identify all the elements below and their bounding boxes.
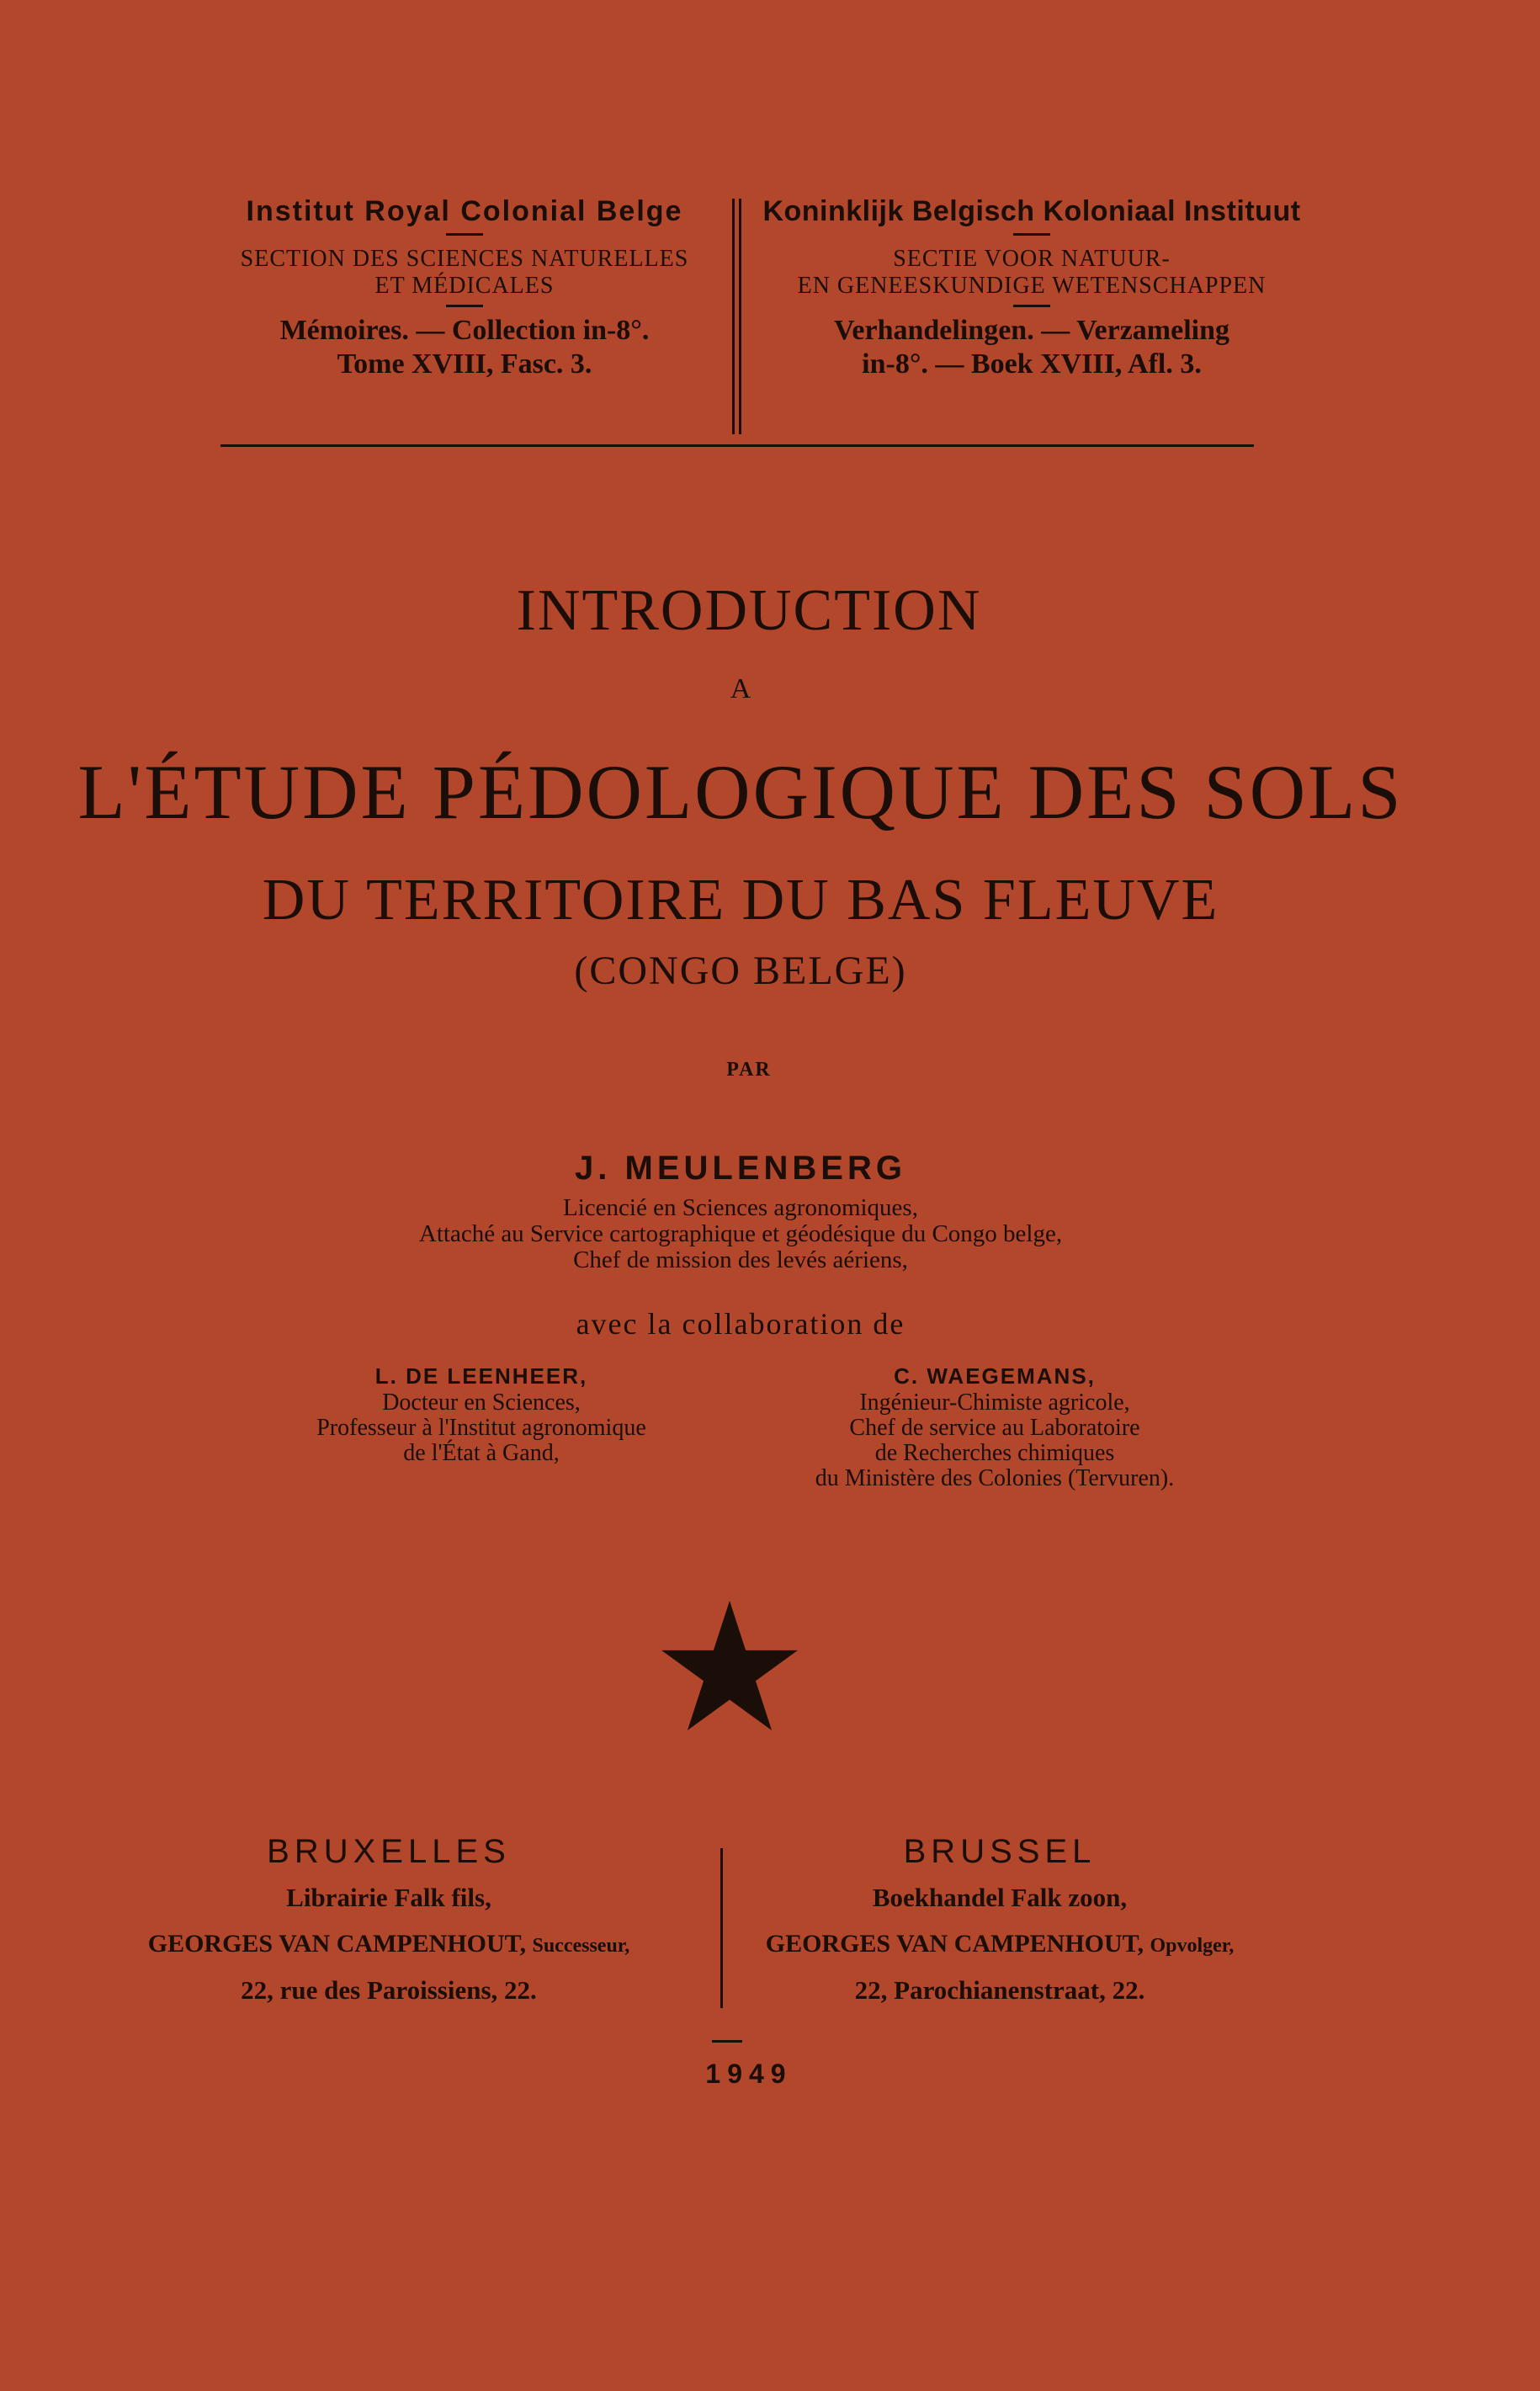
divider bbox=[446, 305, 483, 307]
title-introduction: INTRODUCTION bbox=[516, 578, 982, 643]
section-name-fr bbox=[195, 246, 734, 300]
address: 22, rue des Paroissiens, 22. bbox=[241, 1975, 537, 2005]
credential-line: Chef de mission des levés aériens, bbox=[573, 1246, 908, 1273]
publication-year: 1949 bbox=[705, 2059, 793, 2089]
par-label: PAR bbox=[726, 1059, 772, 1081]
collaborator-line: de Recherches chimiques bbox=[874, 1440, 1115, 1466]
address: 22, Parochianenstraat, 22. bbox=[854, 1975, 1145, 2005]
collaborator-name: C. WAEGEMANS, bbox=[894, 1363, 1096, 1389]
city-name: BRUXELLES bbox=[267, 1833, 511, 1870]
credential-line: Attaché au Service cartographique et géodésique du Congo belge, bbox=[418, 1220, 1063, 1247]
publisher-role: Successeur, bbox=[532, 1935, 630, 1957]
series-line: Mémoires. — Collection in-8°. bbox=[279, 315, 650, 346]
collaborator-line: de l'État à Gand, bbox=[403, 1440, 560, 1466]
section-line: ET MÉDICALES bbox=[374, 273, 555, 299]
collaborator-line: Ingénieur-Chimiste agricole, bbox=[859, 1389, 1130, 1416]
bookshop: Librairie Falk fils, bbox=[286, 1883, 491, 1912]
section-line: EN GENEESKUNDIGE WETENSCHAPPEN bbox=[797, 273, 1267, 299]
section-line: SECTIE VOOR NATUUR- bbox=[893, 246, 1171, 272]
section-name-nl bbox=[746, 246, 1318, 300]
publisher bbox=[663, 1930, 1336, 1958]
collaborator-line: Professeur à l'Institut agronomique bbox=[316, 1415, 646, 1441]
divider bbox=[446, 233, 483, 236]
credential-line: Licencié en Sciences agronomiques, bbox=[563, 1194, 918, 1221]
publisher-name: GEORGES VAN CAMPENHOUT, bbox=[765, 1930, 1144, 1958]
series-line: in-8°. — Boek XVIII, Afl. 3. bbox=[862, 348, 1202, 380]
footer-right bbox=[663, 1833, 1336, 2022]
header-rule bbox=[220, 444, 1254, 447]
collaborator-name: L. DE LEENHEER, bbox=[374, 1363, 588, 1389]
header-divider bbox=[739, 199, 741, 434]
collaboration-label: avec la collaboration de bbox=[576, 1307, 905, 1341]
divider bbox=[1013, 305, 1050, 307]
collaborator-line: Chef de service au Laboratoire bbox=[849, 1415, 1140, 1441]
collaborator-line: Docteur en Sciences, bbox=[382, 1389, 581, 1416]
title-a: A bbox=[730, 673, 751, 704]
series-line: Verhandelingen. — Verzameling bbox=[833, 315, 1230, 346]
series-line: Tome XVIII, Fasc. 3. bbox=[337, 348, 592, 380]
collaborator-right bbox=[751, 1363, 1239, 1491]
series-nl bbox=[746, 314, 1318, 381]
institute-name-fr: Institut Royal Colonial Belge bbox=[246, 195, 683, 227]
section-line: SECTION DES SCIENCES NATURELLES bbox=[240, 246, 689, 272]
series-fr bbox=[195, 314, 734, 381]
publisher bbox=[52, 1930, 725, 1958]
collaborator-line: du Ministère des Colonies (Tervuren). bbox=[815, 1465, 1175, 1491]
institute-name-nl: Koninklijk Belgisch Koloniaal Instituut bbox=[762, 195, 1301, 227]
publisher-role: Opvolger, bbox=[1150, 1935, 1235, 1957]
author-credentials bbox=[0, 1195, 1481, 1273]
subtitle: DU TERRITOIRE DU BAS FLEUVE bbox=[262, 868, 1219, 932]
header-left bbox=[195, 195, 734, 381]
divider bbox=[1013, 233, 1050, 236]
header-right bbox=[746, 195, 1318, 381]
collaborator-left bbox=[237, 1363, 725, 1466]
header-divider bbox=[732, 199, 735, 434]
bookshop: Boekhandel Falk zoon, bbox=[872, 1883, 1128, 1912]
publisher-name: GEORGES VAN CAMPENHOUT, bbox=[147, 1930, 526, 1958]
author-name: J. MEULENBERG bbox=[575, 1150, 906, 1187]
star-icon bbox=[661, 1601, 798, 1730]
subtitle-region: (CONGO BELGE) bbox=[574, 948, 907, 993]
city-name: BRUSSEL bbox=[903, 1833, 1097, 1870]
main-title: L'ÉTUDE PÉDOLOGIQUE DES SOLS bbox=[77, 749, 1404, 835]
footer-left bbox=[52, 1833, 725, 2022]
year-dash bbox=[712, 2040, 742, 2043]
